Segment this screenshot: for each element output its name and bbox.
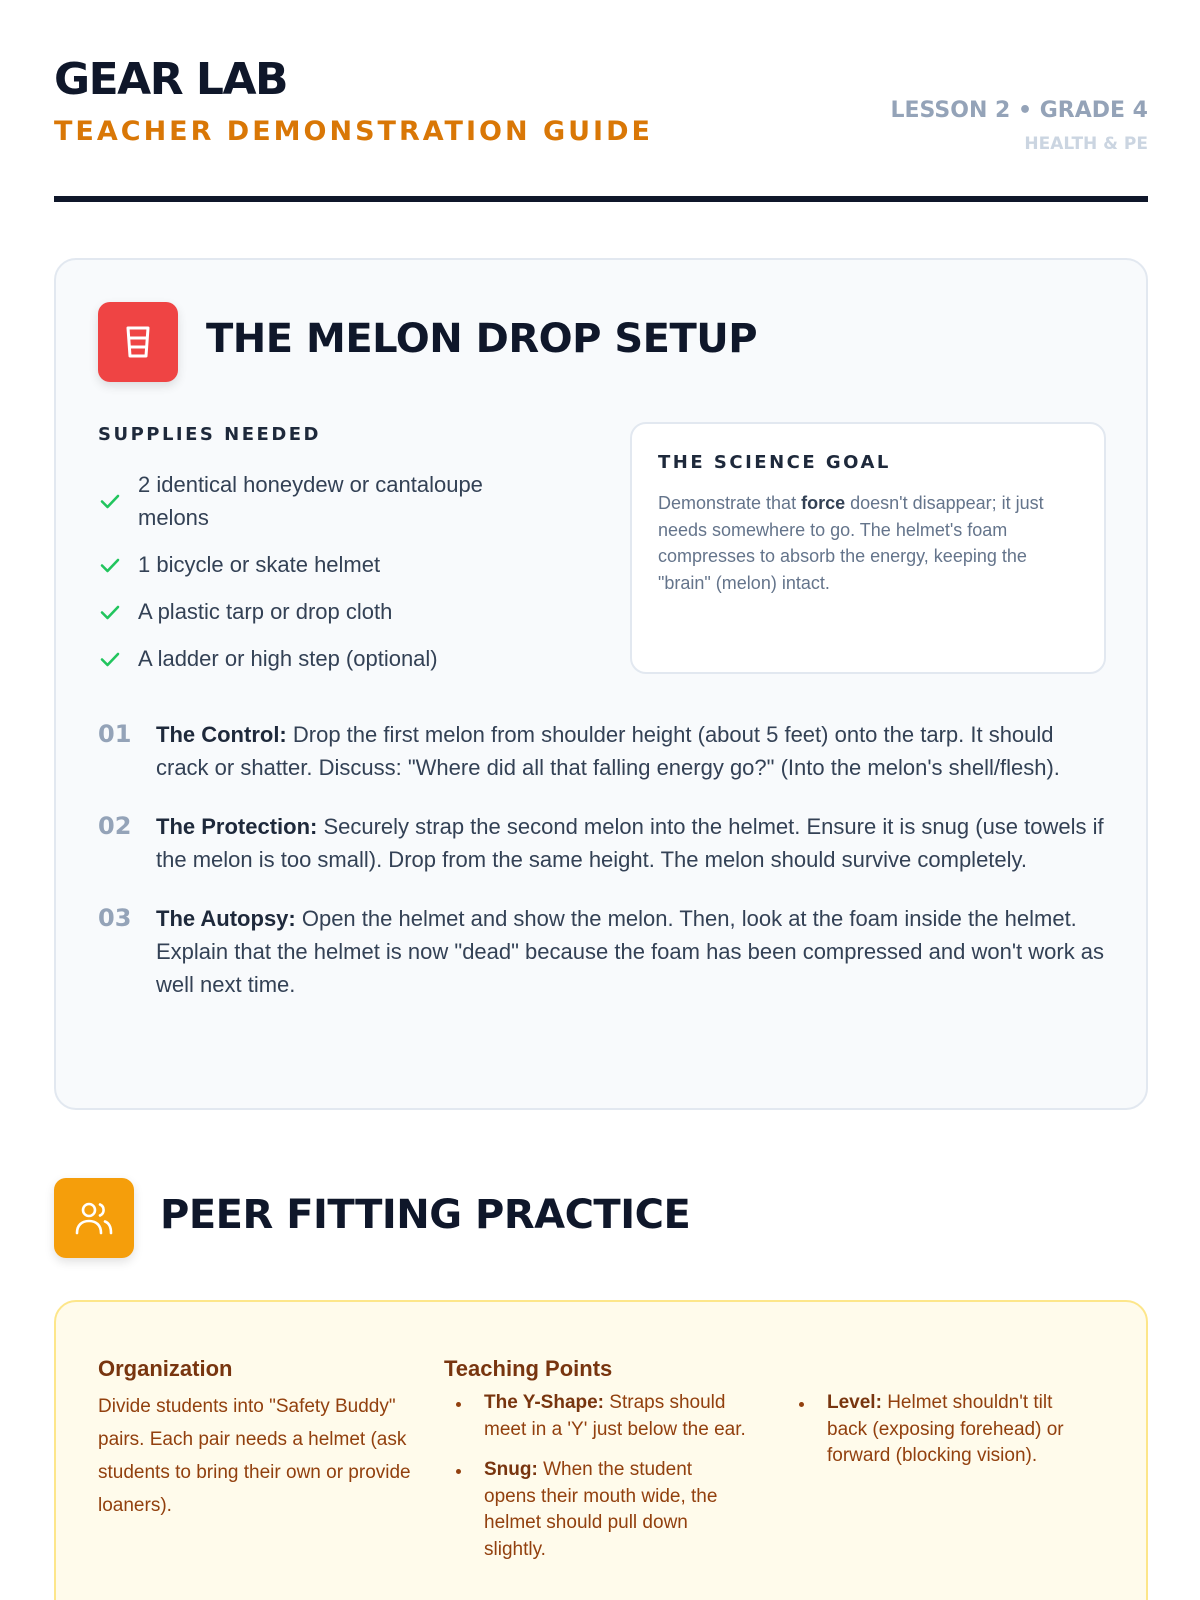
step-text <box>156 810 1108 876</box>
teaching-points-list-2 <box>787 1390 1097 1484</box>
point-text: When the student opens their mouth wide, the helmet should pull down slightly. <box>484 1459 718 1560</box>
supply-text: 1 bicycle or skate helmet <box>138 552 381 577</box>
supplies-heading: SUPPLIES NEEDED <box>98 424 321 445</box>
list-item <box>787 1390 1097 1470</box>
point-label: Level: <box>827 1392 882 1413</box>
step-number: 02 <box>98 812 132 840</box>
page-header <box>54 52 1148 202</box>
bullet <box>456 1402 461 1407</box>
step-title: The Control: <box>156 722 287 747</box>
science-goal-text <box>658 490 1068 596</box>
peer-fitting-card <box>54 1300 1148 1600</box>
list-item <box>98 642 528 675</box>
list-item <box>98 468 528 534</box>
science-goal-box <box>630 422 1106 674</box>
list-item <box>98 595 528 628</box>
step-title: The Protection: <box>156 814 318 839</box>
step-item <box>98 718 1108 784</box>
brand-subtitle: TEACHER DEMONSTRATION GUIDE <box>54 116 653 147</box>
goal-text-rest: doesn't disappear; it just needs somewhere to go. The helmet's foam compresses to absorb the energy, keeping the "brain" (melon) intact. <box>658 493 1044 593</box>
step-title: The Autopsy: <box>156 906 296 931</box>
check-icon <box>98 600 122 624</box>
organization-heading: Organization <box>98 1356 233 1381</box>
melon-drop-card <box>54 258 1148 1110</box>
point-text: Straps should meet in a 'Y' just below the ear. <box>484 1392 746 1440</box>
teaching-points-heading: Teaching Points <box>444 1356 613 1381</box>
lesson-grade-label: LESSON 2 • GRADE 4 <box>890 98 1148 123</box>
check-icon <box>98 489 122 513</box>
science-goal-heading: THE SCIENCE GOAL <box>658 452 891 473</box>
supply-text: 2 identical honeydew or cantaloupe melons <box>138 472 483 530</box>
point-label: The Y-Shape: <box>484 1392 605 1413</box>
point-label: Snug: <box>484 1459 538 1480</box>
steps-list <box>98 718 1108 1027</box>
point-text: Helmet shouldn't tilt back (exposing forehead) or forward (blocking vision). <box>827 1392 1064 1466</box>
step-text <box>156 718 1108 784</box>
teaching-points-list <box>444 1390 748 1577</box>
goal-text-lead: Demonstrate that <box>658 493 802 513</box>
check-icon <box>98 553 122 577</box>
bullet <box>799 1402 804 1407</box>
step-body: Drop the first melon from shoulder height (about 5 feet) onto the tarp. It should crack or shatter. Discuss: "Where did all that falling energy go?" (Into the melon's shell/flesh). <box>156 722 1060 780</box>
supplies-list <box>98 468 528 689</box>
list-item <box>444 1457 748 1563</box>
step-text <box>156 902 1108 1001</box>
organization-text: Divide students into "Safety Buddy" pairs. Each pair needs a helmet (ask students to bring their own or provide loaners). <box>98 1396 411 1516</box>
bullet <box>456 1469 461 1474</box>
subject-label: HEALTH & PE <box>1024 134 1148 154</box>
supply-text: A plastic tarp or drop cloth <box>138 599 393 624</box>
goal-text-bold: force <box>801 493 846 513</box>
check-icon <box>98 647 122 671</box>
peer-fitting-title: PEER FITTING PRACTICE <box>160 1192 691 1238</box>
users-icon <box>54 1178 134 1258</box>
step-item <box>98 902 1108 1001</box>
melon-drop-title: THE MELON DROP SETUP <box>206 316 758 362</box>
list-item <box>444 1390 748 1443</box>
brand-title: GEAR LAB <box>54 54 288 105</box>
step-number: 03 <box>98 904 132 932</box>
header-divider <box>54 196 1148 202</box>
step-item <box>98 810 1108 876</box>
glass-icon <box>98 302 178 382</box>
step-body: Securely strap the second melon into the helmet. Ensure it is snug (use towels if the melon is too small). Drop from the same height. The melon should survive completely. <box>156 814 1104 872</box>
step-body: Open the helmet and show the melon. Then, look at the foam inside the helmet. Explain that the helmet is now "dead" because the foam has been compressed and won't work as well next time. <box>156 906 1105 997</box>
supply-text: A ladder or high step (optional) <box>138 646 438 671</box>
list-item <box>98 548 528 581</box>
step-number: 01 <box>98 720 132 748</box>
